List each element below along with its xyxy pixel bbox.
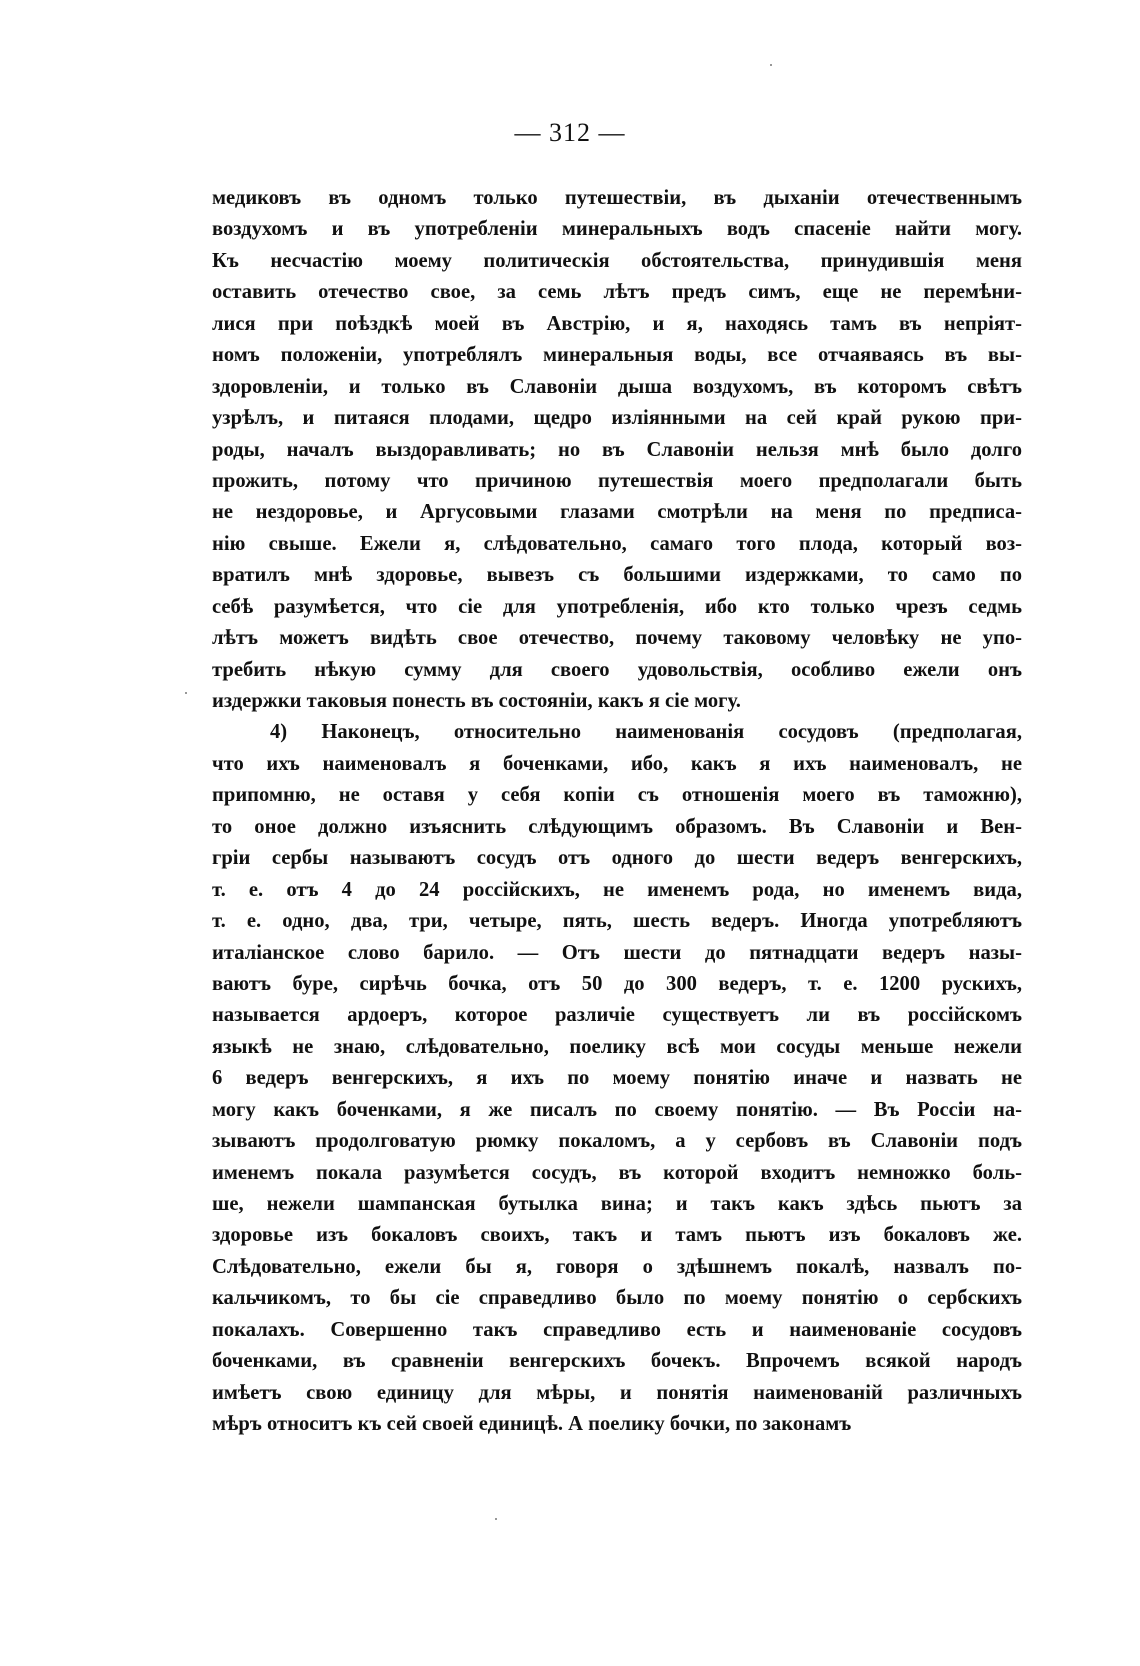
text-line: называется ардоеръ, которое различіе существуетъ ли въ россійскомъ [212,1004,1022,1027]
text-line: здоровленіи, и только въ Славоніи дыша воздухомъ, въ которомъ свѣтъ [212,375,1022,398]
page-number: — 312 — [514,118,626,147]
scan-speck [185,692,187,694]
text-line: гріи сербы называютъ сосудъ отъ одного до шести ведеръ венгерскихъ, [212,847,1022,870]
text-line: ше, нежели шампанская бутылка вина; и такъ какъ здѣсь пьютъ за [212,1193,1022,1215]
text-line: покалахъ. Совершенно такъ справедливо есть и наименованіе сосудовъ [212,1318,1022,1341]
text-line: себѣ разумѣется, что сіе для употребленія, ибо кто только чрезъ седмь [212,595,1022,618]
scan-speck [495,1518,497,1520]
text-line: боченками, въ сравненіи венгерскихъ бочекъ. Впрочемъ всякой народъ [212,1350,1022,1373]
text-line: здоровье изъ бокаловъ своихъ, такъ и тамъ пьютъ изъ бокаловъ же. [212,1224,1022,1247]
text-line: оставить отечество свое, за семь лѣтъ предъ симъ, еще не перемѣни- [212,281,1022,304]
text-line: 6 ведеръ венгерскихъ, я ихъ по моему понятію иначе и назвать не [212,1067,1022,1090]
text-line: италіанское слово барило. — Отъ шести до пятнадцати ведеръ назы- [212,941,1022,964]
text-line: прожить, потому что причиною путешествія моего предполагали быть [212,469,1022,492]
text-line: припомню, не оставя у себя копіи съ отношенія моего въ таможню), [212,784,1022,807]
text-line: Къ несчастію моему политическія обстоятельства, принудившія меня [212,249,1022,272]
scan-speck [770,64,772,66]
text-line: могу какъ боченками, я же писалъ по своему понятію. — Въ Россіи на- [212,1098,1022,1121]
text-line: узрѣлъ, и питаяся плодами, щедро изліянными на сей край рукою при- [212,407,1022,430]
text-line: роды, началъ выздоравливать; но въ Славоніи нельзя мнѣ было долго [212,438,1022,461]
text-line: нію свыше. Ежели я, слѣдовательно, самаго того плода, который воз- [212,532,1022,555]
text-line: Слѣдовательно, ежели бы я, говоря о здѣшнемъ покалѣ, назвалъ по- [212,1255,1022,1278]
text-line: имѣетъ свою единицу для мѣры, и понятія наименованій различныхъ [212,1381,1022,1404]
text-line: медиковъ въ одномъ только путешествіи, въ дыханіи отечественнымъ [212,187,1022,209]
paragraph-2 [212,717,1022,1440]
text-line: мѣръ относитъ къ сей своей единицѣ. А поелику бочки, по законамъ [212,1413,852,1436]
text-line: лися при поѣздкѣ моей въ Австрію, и я, находясь тамъ въ непріят- [212,312,1022,335]
text-line: что ихъ наименовалъ я боченками, ибо, какъ я ихъ наименовалъ, не [212,752,1022,775]
body-text [212,183,1022,1441]
text-line: кальчикомъ, то бы сіе справедливо было по моему понятію о сербскихъ [212,1287,1022,1310]
text-line: зываютъ продолговатую рюмку покаломъ, а у сербовъ въ Славоніи подъ [212,1130,1022,1153]
text-line: т. е. отъ 4 до 24 россійскихъ, не именемъ рода, но именемъ вида, [212,878,1022,901]
text-line: издержки таковыя понесть въ состояніи, какъ я сіе могу. [212,690,741,712]
paragraph-1 [212,183,1022,717]
text-line: воздухомъ и въ употребленіи минеральныхъ водъ спасеніе найти могу. [212,218,1022,241]
text-line: вратилъ мнѣ здоровье, вывезъ съ большими издержками, то само по [212,564,1022,587]
text-line: то оное должно изъяснить слѣдующимъ образомъ. Въ Славоніи и Вен- [212,815,1022,838]
text-line: не нездоровье, и Аргусовыми глазами смотрѣли на меня по предписа- [212,501,1022,524]
text-line: номъ положеніи, употреблялъ минеральныя воды, все отчаяваясь въ вы- [212,344,1022,367]
text-line: т. е. одно, два, три, четыре, пять, шесть ведеръ. Иногда употребляютъ [212,910,1022,933]
text-line: языкѣ не знаю, слѣдовательно, поелику всѣ мои сосуды меньше нежели [212,1035,1022,1058]
text-line: ваютъ буре, сирѣчь бочка, отъ 50 до 300 ведеръ, т. е. 1200 рускихъ, [212,972,1022,995]
text-line: 4) Наконецъ, относительно наименованія сосудовъ (предполагая, [270,721,1022,744]
text-line: требить нѣкую сумму для своего удовольствія, особливо ежели онъ [212,658,1022,681]
text-line: лѣтъ можетъ видѣть свое отечество, почему таковому человѣку не упо- [212,627,1022,650]
text-line: именемъ покала разумѣется сосудъ, въ которой входитъ немножко боль- [212,1161,1022,1184]
